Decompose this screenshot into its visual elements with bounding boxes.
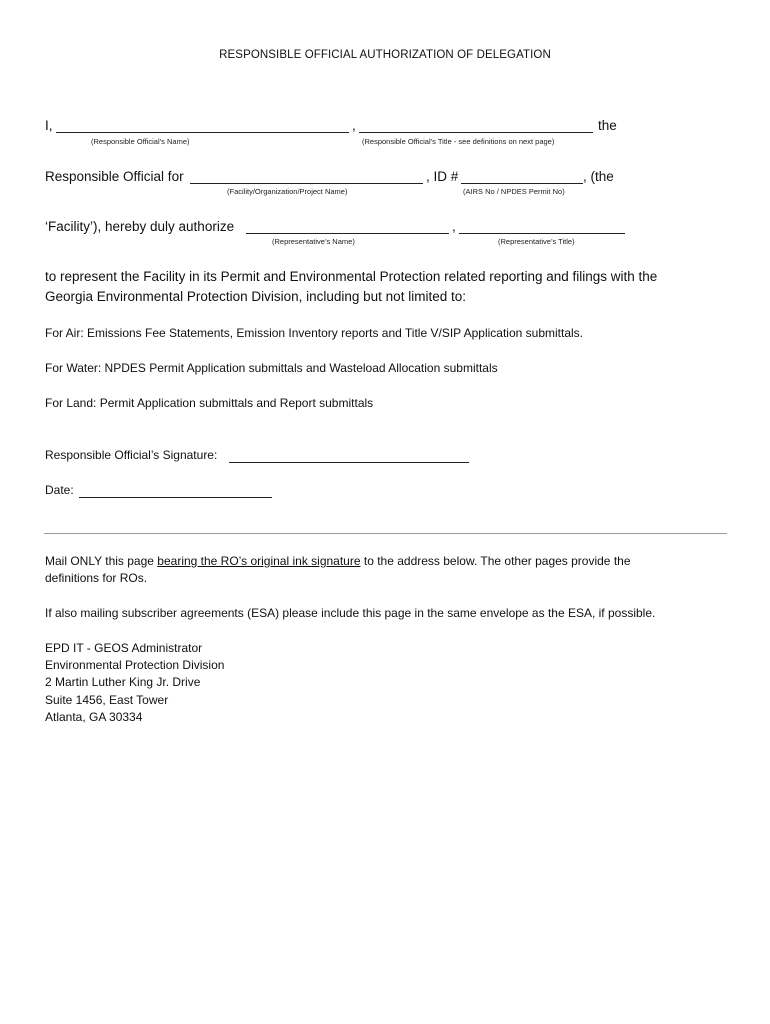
air-item: For Air: Emissions Fee Statements, Emission Inventory reports and Title V/SIP Application submittals. [45, 326, 584, 340]
mailing-address [45, 640, 224, 726]
mail-instructions-underlined: bearing the RO’s original ink signature [157, 554, 361, 568]
mail-instructions [45, 553, 685, 587]
representative-name-caption: (Representative’s Name) [272, 237, 355, 246]
official-name-field[interactable] [56, 118, 349, 133]
official-title-caption: (Responsible Official’s Title - see definitions on next page) [362, 137, 555, 146]
line2-suffix: , (the [583, 169, 614, 184]
address-line-4: Suite 1456, East Tower [45, 692, 169, 707]
representative-title-field[interactable] [459, 219, 625, 234]
facility-name-field[interactable] [190, 169, 423, 184]
representative-name-field[interactable] [246, 219, 449, 234]
line2-prefix: Responsible Official for [45, 169, 184, 184]
land-item: For Land: Permit Application submittals and Report submittals [45, 396, 374, 410]
date-field[interactable] [79, 485, 272, 498]
section-divider [44, 533, 727, 534]
line2-id-label: , ID # [426, 169, 459, 184]
mail-instructions-before: Mail ONLY this page [45, 554, 154, 568]
address-line-3: 2 Martin Luther King Jr. Drive [45, 675, 201, 690]
water-item: For Water: NPDES Permit Application submittals and Wasteload Allocation submittals [45, 361, 498, 375]
address-line-5: Atlanta, GA 30334 [45, 709, 143, 724]
represent-paragraph: to represent the Facility in its Permit and Environmental Protection related reporting and filings with the Georgia Environmental Protection Division, including but not limited to: [45, 269, 658, 304]
line1-separator: , [352, 118, 356, 133]
line3-prefix: ‘Facility’), hereby duly authorize [45, 219, 235, 234]
esa-instructions: If also mailing subscriber agreements (ESA) please include this page in the same envelope as the ESA, if possible. [45, 606, 656, 620]
representative-title-caption: (Representative’s Title) [498, 237, 575, 246]
facility-name-caption: (Facility/Organization/Project Name) [227, 187, 348, 196]
facility-id-field[interactable] [461, 169, 583, 184]
signature-label: Responsible Official’s Signature: [45, 448, 218, 462]
facility-id-caption: (AIRS No / NPDES Permit No) [463, 187, 565, 196]
official-title-field[interactable] [359, 118, 593, 133]
official-name-caption: (Responsible Official’s Name) [91, 137, 190, 146]
address-line-2: Environmental Protection Division [45, 658, 225, 673]
line1-suffix: the [598, 118, 617, 133]
document-title: RESPONSIBLE OFFICIAL AUTHORIZATION OF DELEGATION [219, 49, 551, 61]
line1-prefix: I, [45, 118, 53, 133]
mail-instructions-after: to the address below. The other pages provide the definitions for ROs. [45, 554, 631, 585]
signature-field[interactable] [229, 450, 469, 463]
address-line-1: EPD IT - GEOS Administrator [45, 641, 203, 655]
line3-separator: , [452, 219, 456, 234]
date-label: Date: [45, 483, 74, 497]
